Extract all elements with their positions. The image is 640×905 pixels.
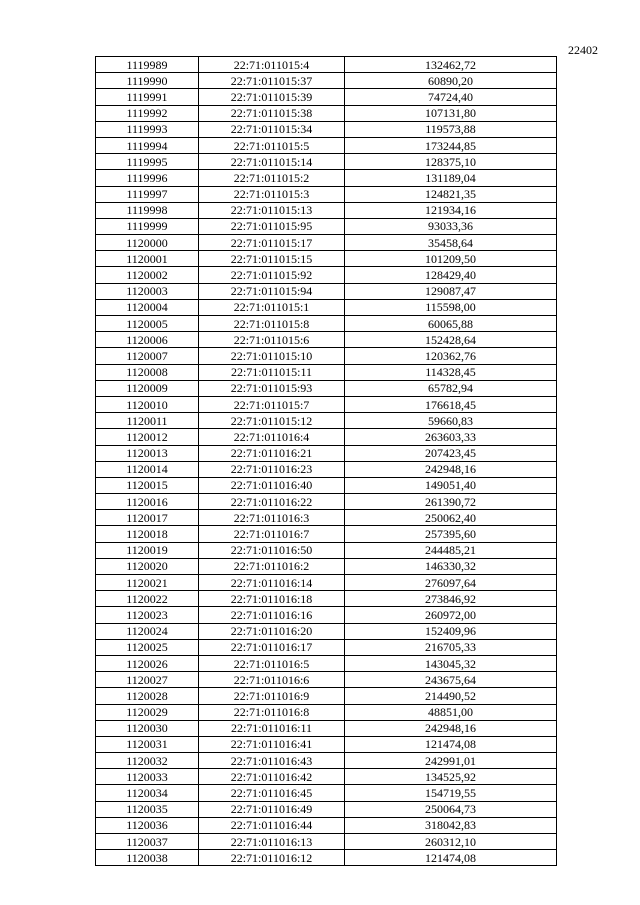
cadastral-number-cell: 22:71:011016:45: [199, 785, 345, 801]
cadastral-value-cell: 93033,36: [345, 218, 557, 234]
cadastral-value-cell: 257395,60: [345, 526, 557, 542]
record-number-cell: 1120028: [96, 688, 199, 704]
cadastral-number-cell: 22:71:011015:13: [199, 202, 345, 218]
cadastral-value-cell: 132462,72: [345, 57, 557, 73]
table-row: [96, 105, 557, 121]
cadastral-value-cell: 60890,20: [345, 73, 557, 89]
cadastral-value-cell: 216705,33: [345, 639, 557, 655]
table-row: [96, 154, 557, 170]
record-number-cell: 1120019: [96, 542, 199, 558]
record-number-cell: 1120003: [96, 283, 199, 299]
cadastral-value-cell: 128429,40: [345, 267, 557, 283]
table-row: [96, 267, 557, 283]
table-row: [96, 607, 557, 623]
table-row: [96, 396, 557, 412]
table-row: [96, 316, 557, 332]
cadastral-value-cell: 260312,10: [345, 834, 557, 850]
record-number-cell: 1120032: [96, 753, 199, 769]
record-number-cell: 1120011: [96, 413, 199, 429]
cadastral-value-cell: 121474,08: [345, 850, 557, 866]
cadastral-number-cell: 22:71:011015:39: [199, 89, 345, 105]
record-number-cell: 1120002: [96, 267, 199, 283]
cadastral-value-cell: 273846,92: [345, 591, 557, 607]
cadastral-value-cell: 107131,80: [345, 105, 557, 121]
table-row: [96, 850, 557, 866]
cadastral-value-cell: 120362,76: [345, 348, 557, 364]
record-number-cell: 1120022: [96, 591, 199, 607]
record-number-cell: 1120027: [96, 672, 199, 688]
table-row: [96, 834, 557, 850]
cadastral-value-cell: 242948,16: [345, 461, 557, 477]
cadastral-value-cell: 74724,40: [345, 89, 557, 105]
cadastral-number-cell: 22:71:011015:6: [199, 332, 345, 348]
record-number-cell: 1120007: [96, 348, 199, 364]
cadastral-value-cell: 128375,10: [345, 154, 557, 170]
table-row: [96, 251, 557, 267]
cadastral-number-cell: 22:71:011015:15: [199, 251, 345, 267]
table-row: [96, 477, 557, 493]
record-number-cell: 1120036: [96, 817, 199, 833]
table-row: [96, 655, 557, 671]
record-number-cell: 1119992: [96, 105, 199, 121]
cadastral-value-cell: 114328,45: [345, 364, 557, 380]
cadastral-number-cell: 22:71:011015:94: [199, 283, 345, 299]
cadastral-number-cell: 22:71:011016:40: [199, 477, 345, 493]
record-number-cell: 1120031: [96, 736, 199, 752]
table-row: [96, 121, 557, 137]
table-row: [96, 137, 557, 153]
cadastral-number-cell: 22:71:011015:7: [199, 396, 345, 412]
cadastral-number-cell: 22:71:011016:8: [199, 704, 345, 720]
record-number-cell: 1120037: [96, 834, 199, 850]
table-row: [96, 413, 557, 429]
cadastral-value-cell: 121934,16: [345, 202, 557, 218]
cadastral-value-cell: 260972,00: [345, 607, 557, 623]
table-row: [96, 348, 557, 364]
table-row: [96, 769, 557, 785]
table-row: [96, 575, 557, 591]
record-number-cell: 1120021: [96, 575, 199, 591]
table-row: [96, 170, 557, 186]
cadastral-number-cell: 22:71:011016:22: [199, 494, 345, 510]
table-row: [96, 688, 557, 704]
record-number-cell: 1120029: [96, 704, 199, 720]
cadastral-number-cell: 22:71:011015:11: [199, 364, 345, 380]
cadastral-number-cell: 22:71:011015:93: [199, 380, 345, 396]
cadastral-number-cell: 22:71:011015:2: [199, 170, 345, 186]
cadastral-number-cell: 22:71:011015:34: [199, 121, 345, 137]
table-row: [96, 672, 557, 688]
page-number: 22402: [568, 43, 598, 57]
cadastral-number-cell: 22:71:011016:3: [199, 510, 345, 526]
cadastral-value-cell: 152428,64: [345, 332, 557, 348]
cadastral-value-cell: 152409,96: [345, 623, 557, 639]
cadastral-number-cell: 22:71:011015:37: [199, 73, 345, 89]
cadastral-value-cell: 250062,40: [345, 510, 557, 526]
cadastral-value-cell: 60065,88: [345, 316, 557, 332]
cadastral-number-cell: 22:71:011016:16: [199, 607, 345, 623]
cadastral-number-cell: 22:71:011016:5: [199, 655, 345, 671]
table-row: [96, 332, 557, 348]
table-row: [96, 445, 557, 461]
cadastral-value-cell: 134525,92: [345, 769, 557, 785]
table-row: [96, 591, 557, 607]
cadastral-value-cell: 244485,21: [345, 542, 557, 558]
table-row: [96, 720, 557, 736]
table-row: [96, 89, 557, 105]
cadastral-value-cell: 101209,50: [345, 251, 557, 267]
cadastral-value-cell: 173244,85: [345, 137, 557, 153]
table-row: [96, 510, 557, 526]
cadastral-number-cell: 22:71:011016:44: [199, 817, 345, 833]
cadastral-value-cell: 65782,94: [345, 380, 557, 396]
cadastral-number-cell: 22:71:011015:10: [199, 348, 345, 364]
cadastral-value-cell: 119573,88: [345, 121, 557, 137]
table-row: [96, 704, 557, 720]
cadastral-number-cell: 22:71:011016:23: [199, 461, 345, 477]
record-number-cell: 1120016: [96, 494, 199, 510]
record-number-cell: 1120012: [96, 429, 199, 445]
record-number-cell: 1119997: [96, 186, 199, 202]
cadastral-value-cell: 124821,35: [345, 186, 557, 202]
cadastral-number-cell: 22:71:011015:5: [199, 137, 345, 153]
record-number-cell: 1120000: [96, 235, 199, 251]
cadastral-number-cell: 22:71:011015:12: [199, 413, 345, 429]
cadastral-number-cell: 22:71:011016:11: [199, 720, 345, 736]
cadastral-number-cell: 22:71:011016:42: [199, 769, 345, 785]
cadastral-number-cell: 22:71:011015:8: [199, 316, 345, 332]
record-number-cell: 1120009: [96, 380, 199, 396]
table-row: [96, 364, 557, 380]
cadastral-value-cell: 59660,83: [345, 413, 557, 429]
cadastral-value-cell: 250064,73: [345, 801, 557, 817]
cadastral-number-cell: 22:71:011016:14: [199, 575, 345, 591]
cadastral-value-cell: 263603,33: [345, 429, 557, 445]
cadastral-number-cell: 22:71:011016:41: [199, 736, 345, 752]
cadastral-value-cell: 176618,45: [345, 396, 557, 412]
cadastral-value-cell: 121474,08: [345, 736, 557, 752]
cadastral-number-cell: 22:71:011016:6: [199, 672, 345, 688]
cadastral-value-cell: 35458,64: [345, 235, 557, 251]
table-row: [96, 429, 557, 445]
table-row: [96, 299, 557, 315]
cadastral-number-cell: 22:71:011016:20: [199, 623, 345, 639]
cadastral-number-cell: 22:71:011015:38: [199, 105, 345, 121]
record-number-cell: 1120004: [96, 299, 199, 315]
cadastral-number-cell: 22:71:011015:14: [199, 154, 345, 170]
table-row: [96, 461, 557, 477]
record-number-cell: 1119998: [96, 202, 199, 218]
record-number-cell: 1120038: [96, 850, 199, 866]
record-number-cell: 1119999: [96, 218, 199, 234]
cadastral-value-cell: 129087,47: [345, 283, 557, 299]
record-number-cell: 1120030: [96, 720, 199, 736]
cadastral-number-cell: 22:71:011016:12: [199, 850, 345, 866]
table-row: [96, 801, 557, 817]
record-number-cell: 1120023: [96, 607, 199, 623]
cadastral-number-cell: 22:71:011016:9: [199, 688, 345, 704]
record-number-cell: 1120015: [96, 477, 199, 493]
cadastral-value-cell: 115598,00: [345, 299, 557, 315]
record-number-cell: 1120018: [96, 526, 199, 542]
record-number-cell: 1120017: [96, 510, 199, 526]
cadastral-value-cell: 276097,64: [345, 575, 557, 591]
cadastral-number-cell: 22:71:011015:17: [199, 235, 345, 251]
record-number-cell: 1120010: [96, 396, 199, 412]
record-number-cell: 1120034: [96, 785, 199, 801]
record-number-cell: 1119991: [96, 89, 199, 105]
record-number-cell: 1120005: [96, 316, 199, 332]
table-row: [96, 202, 557, 218]
record-number-cell: 1119989: [96, 57, 199, 73]
cadastral-number-cell: 22:71:011015:3: [199, 186, 345, 202]
table-row: [96, 639, 557, 655]
cadastral-number-cell: 22:71:011016:49: [199, 801, 345, 817]
cadastral-number-cell: 22:71:011016:50: [199, 542, 345, 558]
table-row: [96, 526, 557, 542]
record-number-cell: 1120020: [96, 558, 199, 574]
record-number-cell: 1119995: [96, 154, 199, 170]
cadastral-number-cell: 22:71:011015:95: [199, 218, 345, 234]
cadastral-number-cell: 22:71:011016:13: [199, 834, 345, 850]
record-number-cell: 1119996: [96, 170, 199, 186]
record-number-cell: 1120033: [96, 769, 199, 785]
cadastral-value-cell: 207423,45: [345, 445, 557, 461]
record-number-cell: 1120014: [96, 461, 199, 477]
cadastral-value-cell: 318042,83: [345, 817, 557, 833]
table-row: [96, 186, 557, 202]
record-number-cell: 1120026: [96, 655, 199, 671]
cadastral-value-cell: 48851,00: [345, 704, 557, 720]
cadastral-number-cell: 22:71:011016:2: [199, 558, 345, 574]
table-row: [96, 753, 557, 769]
table-body: [96, 57, 557, 866]
record-number-cell: 1120013: [96, 445, 199, 461]
table-row: [96, 380, 557, 396]
table-row: [96, 73, 557, 89]
record-number-cell: 1120008: [96, 364, 199, 380]
table-row: [96, 57, 557, 73]
table-row: [96, 494, 557, 510]
table-row: [96, 736, 557, 752]
cadastral-value-cell: 154719,55: [345, 785, 557, 801]
cadastral-value-cell: 131189,04: [345, 170, 557, 186]
cadastral-number-cell: 22:71:011016:4: [199, 429, 345, 445]
record-number-cell: 1120006: [96, 332, 199, 348]
table-row: [96, 623, 557, 639]
table-row: [96, 817, 557, 833]
cadastral-number-cell: 22:71:011016:17: [199, 639, 345, 655]
record-number-cell: 1120025: [96, 639, 199, 655]
cadastral-number-cell: 22:71:011016:21: [199, 445, 345, 461]
cadastral-number-cell: 22:71:011016:43: [199, 753, 345, 769]
table-row: [96, 283, 557, 299]
cadastral-number-cell: 22:71:011015:4: [199, 57, 345, 73]
cadastral-value-cell: 261390,72: [345, 494, 557, 510]
record-number-cell: 1119990: [96, 73, 199, 89]
table-row: [96, 218, 557, 234]
cadastral-value-cell: 149051,40: [345, 477, 557, 493]
cadastral-value-cell: 242948,16: [345, 720, 557, 736]
table-row: [96, 542, 557, 558]
cadastral-value-cell: 146330,32: [345, 558, 557, 574]
record-number-cell: 1119993: [96, 121, 199, 137]
cadastral-value-table: [95, 56, 557, 866]
cadastral-value-cell: 242991,01: [345, 753, 557, 769]
cadastral-number-cell: 22:71:011016:18: [199, 591, 345, 607]
table-row: [96, 785, 557, 801]
record-number-cell: 1120035: [96, 801, 199, 817]
cadastral-value-cell: 243675,64: [345, 672, 557, 688]
record-number-cell: 1120001: [96, 251, 199, 267]
cadastral-value-cell: 214490,52: [345, 688, 557, 704]
table-row: [96, 235, 557, 251]
cadastral-value-cell: 143045,32: [345, 655, 557, 671]
record-number-cell: 1119994: [96, 137, 199, 153]
record-number-cell: 1120024: [96, 623, 199, 639]
cadastral-number-cell: 22:71:011016:7: [199, 526, 345, 542]
cadastral-number-cell: 22:71:011015:92: [199, 267, 345, 283]
table-row: [96, 558, 557, 574]
cadastral-number-cell: 22:71:011015:1: [199, 299, 345, 315]
